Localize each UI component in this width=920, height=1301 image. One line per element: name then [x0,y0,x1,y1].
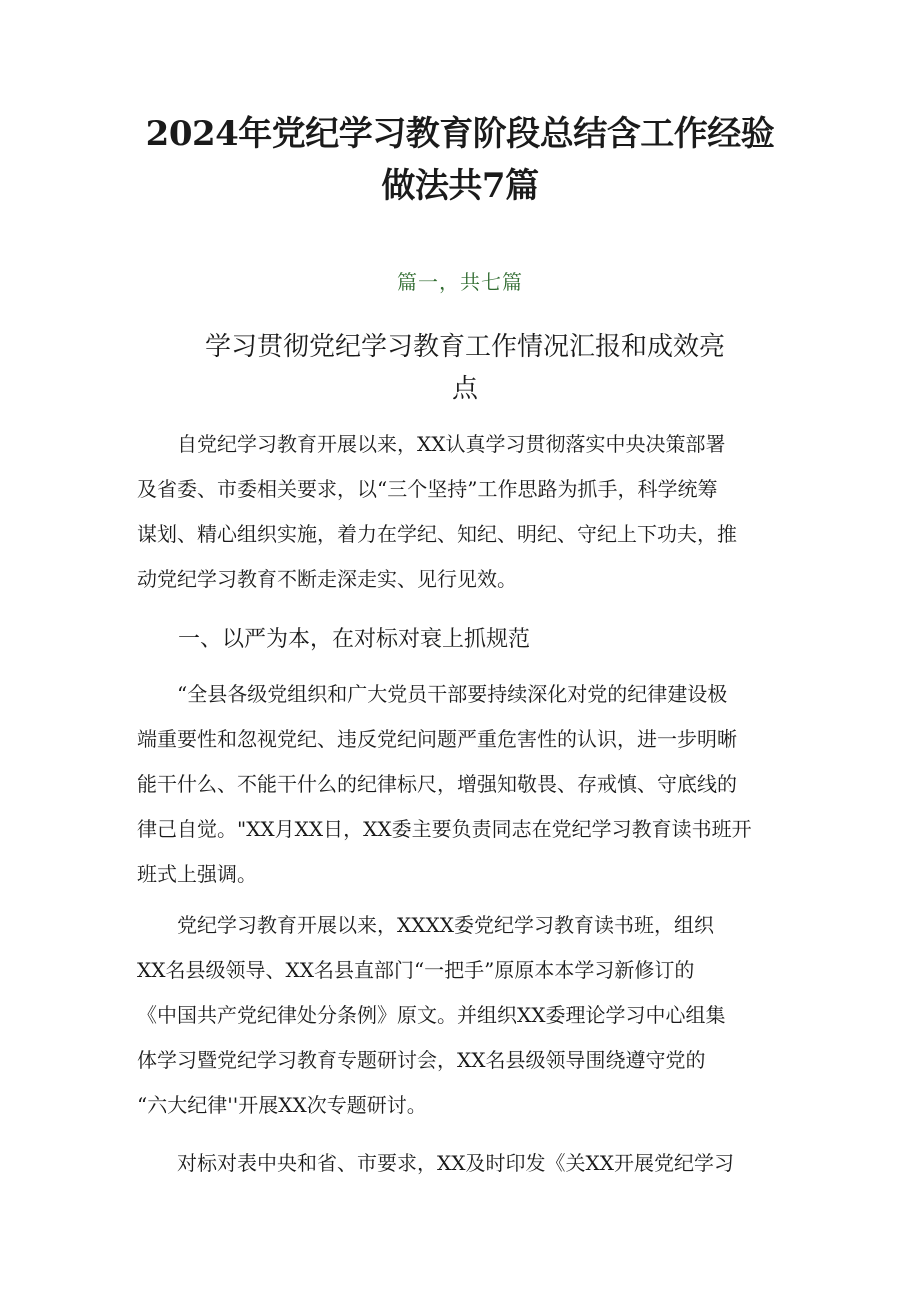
paragraph-line: 自党纪学习教育开展以来，XX认真学习贯彻落实中央决策部署 [137,432,726,456]
paragraph-line: 动党纪学习教育不断走深走实、见行见效。 [137,567,517,591]
paragraph-line: XX名县级领导、XX名县直部门“一把手”原原本本学习新修订的 [137,958,695,982]
paragraph-line: 能干什么、不能干什么的纪律标尺，增强知敬畏、存戒慎、守底线的 [137,772,737,796]
document-title [120,108,800,212]
paragraph-line: 体学习暨党纪学习教育专题研讨会，XX名县级领导围绕遵守党的 [137,1048,706,1072]
paragraph-line: 党纪学习教育开展以来，XXXX委党纪学习教育读书班，组织 [137,913,714,937]
paragraph [137,672,787,897]
article-title [150,326,780,410]
paragraph-line: 端重要性和忽视党纪、违反党纪问题严重危害性的认识，进一步明晰 [137,727,737,751]
paragraph-line: “六大纪律''开展XX次专题研讨。 [137,1093,427,1117]
paragraph-line: 班式上强调。 [137,862,257,886]
paragraph-line: 对标对表中央和省、市要求，XX及时印发《关XX开展党纪学习 [137,1151,734,1175]
paragraph-line: 谋划、精心组织实施，着力在学纪、知纪、明纪、守纪上下功夫，推 [137,522,737,546]
document-title-line: 2024年党纪学习教育阶段总结含工作经验 [145,114,775,154]
part-label: 篇一，共七篇 [397,270,523,294]
paragraph-line: 《中国共产党纪律处分条例》原文。并组织XX委理论学习中心组集 [137,1003,726,1027]
paragraph-line: 及省委、市委相关要求，以“三个坚持”工作思路为抓手，科学统筹 [137,477,718,501]
paragraph [137,903,787,1128]
paragraph [137,1141,787,1186]
article-title-line: 学习贯彻党纪学习教育工作情况汇报和成效亮 [204,332,725,362]
paragraph [137,422,787,602]
article-title-line: 点 [451,374,478,404]
paragraph-line: “全县各级党组织和广大党员干部要持续深化对党的纪律建设极 [137,682,728,706]
paragraph-line: 律己自觉。"XX月XX日，XX委主要负责同志在党纪学习教育读书班开 [137,817,752,841]
section-heading: 一、以严为本，在对标对衰上抓规范 [178,627,531,652]
document-title-line: 做法共7篇 [381,166,539,206]
